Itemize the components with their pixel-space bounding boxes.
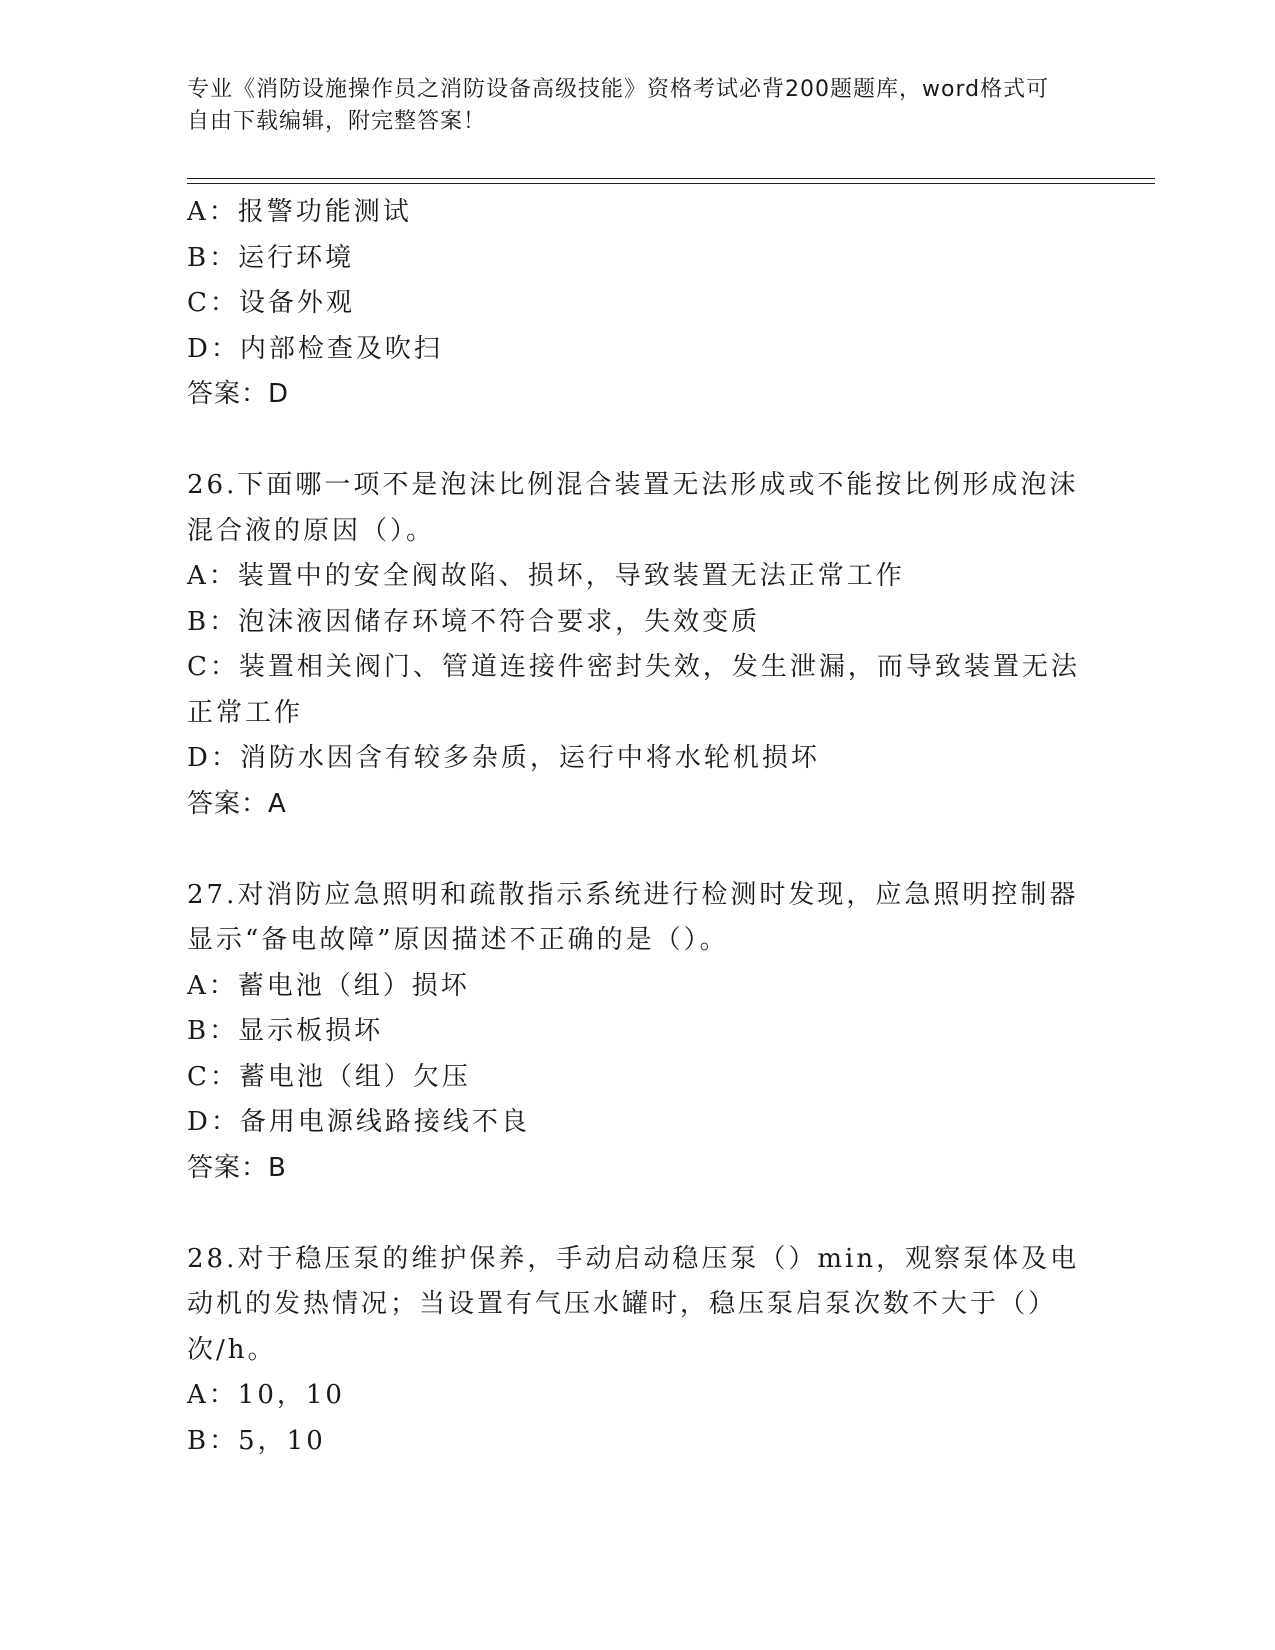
question-stem-continued: 动机的发热情况；当设置有气压水罐时，稳压泵启泵次数不大于（） — [187, 1289, 1058, 1319]
question-28 — [187, 1237, 1080, 1465]
option-c: C：设备外观 — [187, 288, 355, 318]
option-c-continued: 正常工作 — [187, 697, 304, 728]
spacer — [187, 1191, 1077, 1237]
question-26 — [187, 463, 1080, 827]
option-a: A：装置中的安全阀故陷、损坏，导致装置无法正常工作 — [187, 561, 905, 591]
option-b: B：显示板损坏 — [187, 1016, 384, 1046]
option-a: A：10，10 — [187, 1380, 345, 1410]
option-b: B：5，10 — [187, 1425, 326, 1456]
document-header: 专业《消防设施操作员之消防设备高级技能》资格考试必背200题题库，word格式可自由下载编辑，附完整答案！ — [187, 77, 1050, 134]
answer: 答案：D — [187, 379, 290, 409]
document-body — [187, 190, 1080, 1464]
spacer — [187, 827, 1077, 873]
answer: 答案：A — [187, 788, 287, 819]
option-d: D：内部检查及吹扫 — [187, 333, 443, 364]
option-c: C：装置相关阀门、管道连接件密封失效，发生泄漏，而导致装置无法 — [187, 652, 1080, 682]
option-d: D：消防水因含有较多杂质，运行中将水轮机损坏 — [187, 743, 820, 773]
question-27 — [187, 873, 1077, 1192]
question-stem: 26.下面哪一项不是泡沫比例混合装置无法形成或不能按比例形成泡沫 — [187, 470, 1079, 500]
question-25-tail — [187, 190, 1077, 418]
header-divider-bottom — [187, 183, 1155, 184]
spacer — [187, 418, 1077, 464]
answer: 答案：B — [187, 1152, 287, 1183]
question-stem-continued: 显示“备电故障”原因描述不正确的是（）。 — [187, 925, 729, 955]
question-stem-continued: 混合液的原因（）。 — [187, 515, 436, 546]
option-d: D：备用电源线路接线不良 — [187, 1107, 530, 1137]
option-b: B：运行环境 — [187, 242, 355, 273]
question-stem: 28.对于稳压泵的维护保养，手动启动稳压泵（）min，观察泵体及电 — [187, 1243, 1080, 1274]
header-divider-top — [187, 178, 1155, 179]
option-a: A：蓄电池（组）损坏 — [187, 970, 470, 1001]
option-a: A：报警功能测试 — [187, 197, 412, 227]
option-c: C：蓄电池（组）欠压 — [187, 1061, 471, 1092]
option-b: B：泡沫液因储存环境不符合要求，失效变质 — [187, 606, 761, 637]
question-stem-continued: 次/h。 — [187, 1334, 277, 1365]
question-stem: 27.对消防应急照明和疏散指示系统进行检测时发现，应急照明控制器 — [187, 879, 1079, 910]
